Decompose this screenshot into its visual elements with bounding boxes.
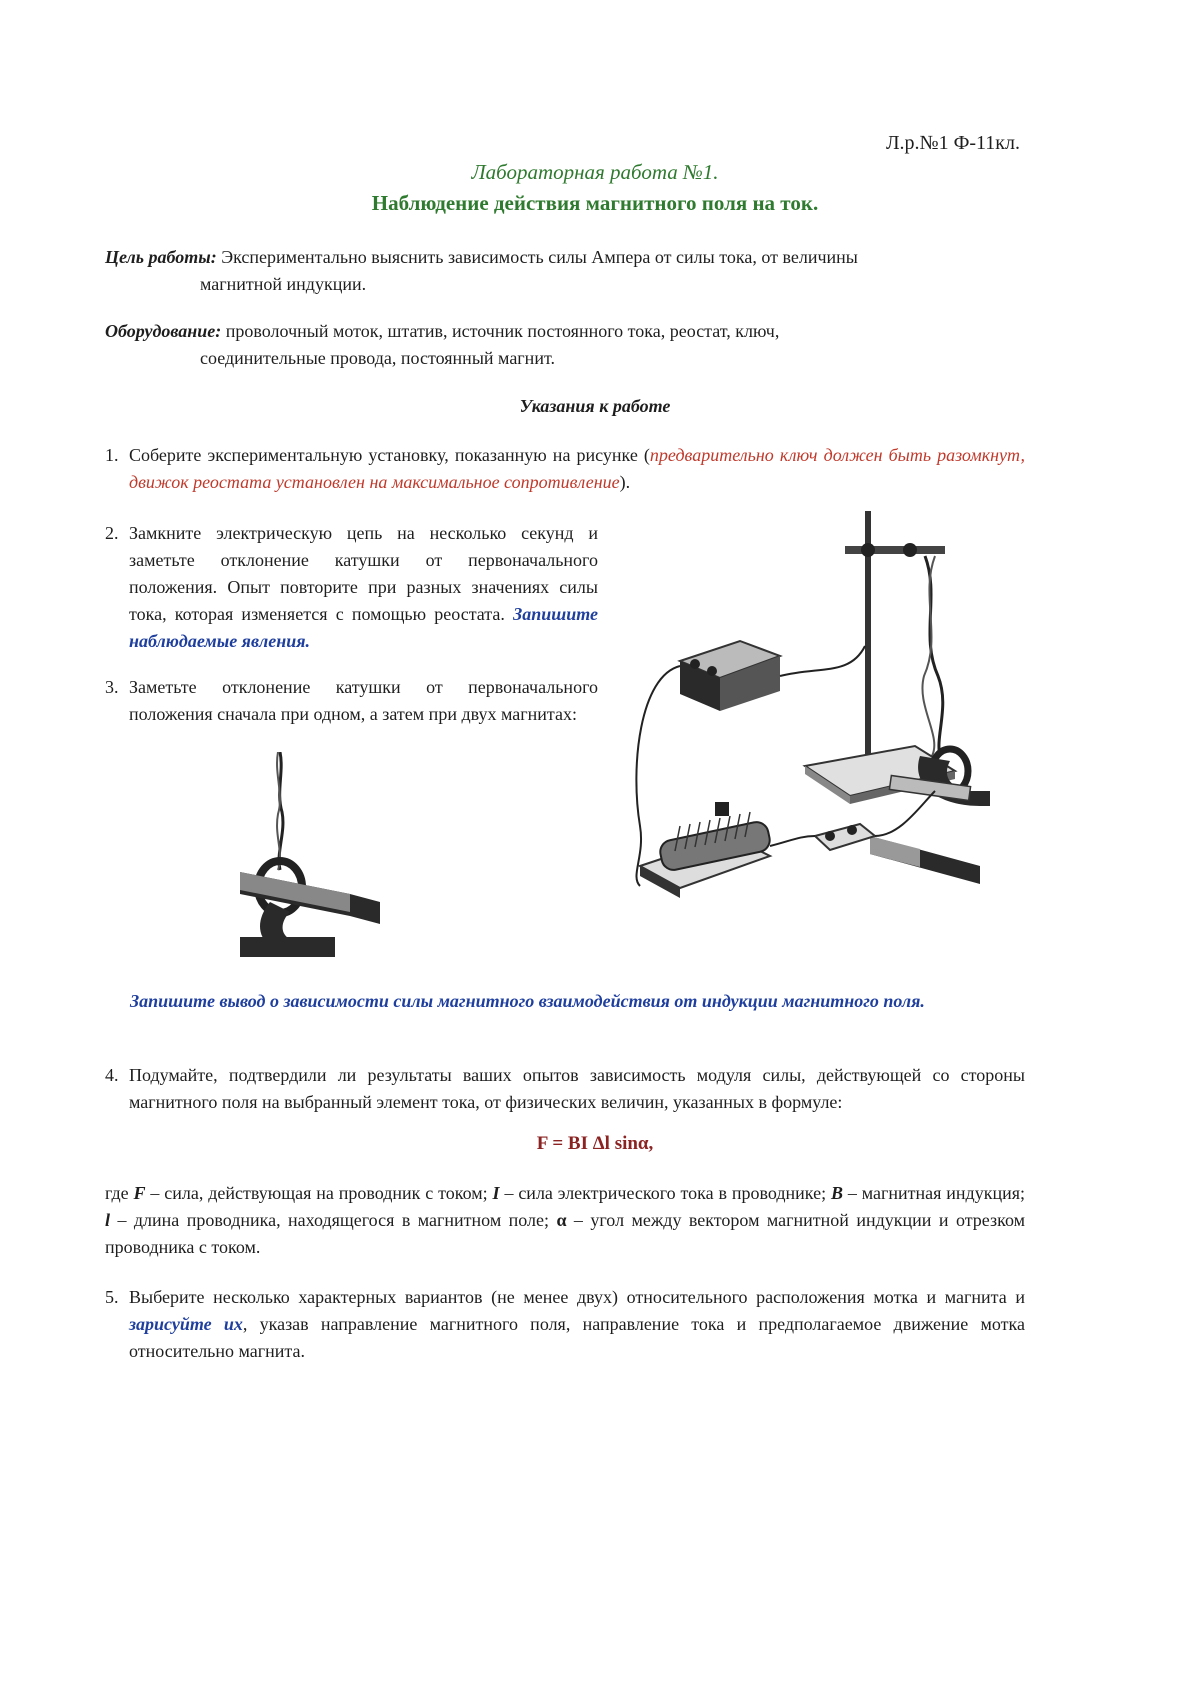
coil-magnet-figure xyxy=(240,752,410,962)
section-title: Указания к работе xyxy=(519,396,671,416)
legend-symbol-alpha: α xyxy=(556,1210,567,1230)
legend-symbol-b: B xyxy=(830,1183,843,1203)
step-4-number: 4. xyxy=(105,1065,119,1085)
step-3-number: 3. xyxy=(105,677,119,697)
step-4-text: Подумайте, подтвердили ли результаты ваших опытов зависимость модуля силы, действующей со стороны магнитного поля на выбранный элемент тока, от физических величин, указанных в формуле: xyxy=(129,1065,1025,1112)
step-1-text: Соберите экспериментальную установку, показанную на рисунке ( xyxy=(129,445,650,465)
lab-title: Лабораторная работа №1. xyxy=(471,160,719,184)
equipment-text-1: проволочный моток, штатив, источник постоянного тока, реостат, ключ, xyxy=(221,321,780,341)
step-1-end: ). xyxy=(619,472,631,492)
step-5-text-1: Выберите несколько характерных вариантов (не менее двух) относительного расположения мотка и магнита и xyxy=(129,1287,1025,1307)
legend-text-3: – магнитная индукция; xyxy=(842,1183,1025,1203)
step-1 xyxy=(105,442,1025,496)
legend-text-1: – сила, действующая на проводник с током; xyxy=(145,1183,493,1203)
step-5 xyxy=(105,1284,1025,1365)
lab-subtitle: Наблюдение действия магнитного поля на ток. xyxy=(371,191,819,215)
legend-text-5: – угол между вектором магнитной индукции и отрезком проводника с током. xyxy=(105,1210,1025,1257)
formula-legend xyxy=(105,1180,1025,1261)
legend-text-0: где xyxy=(105,1183,134,1203)
legend-symbol-l: l xyxy=(105,1210,111,1230)
step-1-number: 1. xyxy=(105,445,119,465)
step-3 xyxy=(105,674,598,728)
goal-paragraph xyxy=(105,244,1025,298)
goal-label: Цель работы: xyxy=(105,247,217,267)
goal-text-1: Экспериментально выяснить зависимость силы Ампера от силы тока, от величины xyxy=(216,247,858,267)
ampere-formula: F = BI Δl sinα, xyxy=(536,1133,654,1154)
legend-text-2: – сила электрического тока в проводнике; xyxy=(499,1183,831,1203)
step-5-text-2: , указав направление магнитного поля, направление тока и предполагаемое движение мотка относительно магнита. xyxy=(129,1314,1025,1361)
equipment-label: Оборудование: xyxy=(105,321,222,341)
step-2-number: 2. xyxy=(105,523,119,543)
step-2 xyxy=(105,520,598,655)
legend-text-4: – длина проводника, находящегося в магнитном поле; xyxy=(110,1210,557,1230)
step-2-text: Замкните электрическую цепь на несколько секунд и заметьте отклонение катушки от первоначального положения. Опыт повторите при разных значениях силы тока, которая изменяется с помощью реостата. xyxy=(129,523,598,624)
legend-symbol-f: F xyxy=(133,1183,146,1203)
equipment-paragraph xyxy=(105,318,1025,372)
legend-symbol-i: I xyxy=(492,1183,500,1203)
step-3-conclusion: Запишите вывод о зависимости силы магнитного взаимодействия от индукции магнитного поля. xyxy=(130,991,925,1011)
step-4 xyxy=(105,1062,1025,1116)
step-5-number: 5. xyxy=(105,1287,119,1307)
step-2-instruction: Запишите наблюдаемые явления. xyxy=(129,604,599,651)
document-code: Л.р.№1 Ф-11кл. xyxy=(885,132,1020,154)
equipment-text-2: соединительные провода, постоянный магнит. xyxy=(200,348,555,368)
apparatus-figure xyxy=(620,506,1010,916)
step-5-instruction: зарисуйте их xyxy=(129,1314,243,1334)
step-3-text: Заметьте отклонение катушки от первоначального положения сначала при одном, а затем при двух магнитах: xyxy=(129,677,598,724)
goal-text-2: магнитной индукции. xyxy=(200,274,367,294)
step-1-warning: предварительно ключ должен быть разомкнут, движок реостата установлен на максимальное сопротивление xyxy=(129,445,1025,492)
